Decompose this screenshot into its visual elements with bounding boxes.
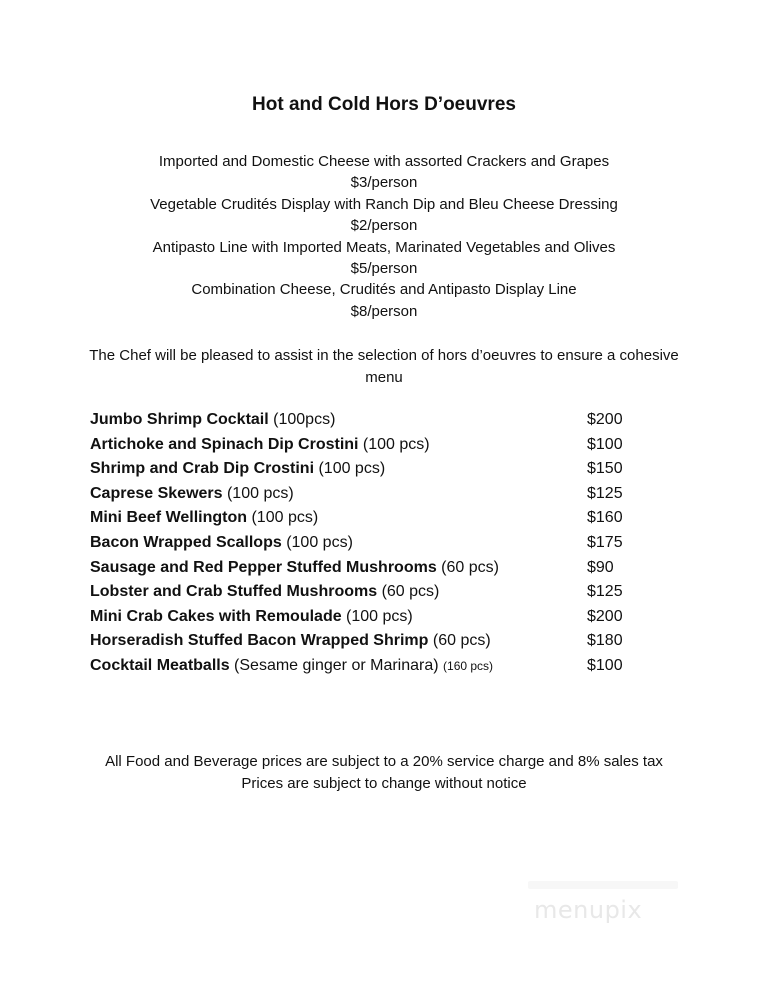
menu-item-quantity: (100 pcs) xyxy=(247,509,319,527)
menupix-watermark-logo: menupix xyxy=(534,896,643,924)
menu-item xyxy=(90,408,650,433)
menu-item xyxy=(90,531,650,556)
package-description: Imported and Domestic Cheese with assorted Crackers and Grapes xyxy=(158,153,610,170)
menu-item-quantity: (100 pcs) xyxy=(314,460,386,478)
menu-item-piece-count: (160 pcs) xyxy=(443,658,494,673)
menu-item-quantity: (60 pcs) xyxy=(428,632,491,650)
menu-item-quantity: (100 pcs) xyxy=(341,607,413,625)
menu-items-list xyxy=(90,408,650,679)
menu-item-quantity: (60 pcs) xyxy=(377,583,440,601)
package-description: Vegetable Crudités Display with Ranch Dip and Bleu Cheese Dressing xyxy=(150,195,618,213)
menu-item xyxy=(90,654,650,679)
menu-item-price: $125 xyxy=(587,583,623,601)
package-list xyxy=(0,151,768,322)
menu-item xyxy=(90,556,650,581)
menu-item xyxy=(90,482,650,507)
menu-item-name: Bacon Wrapped Scallops xyxy=(90,533,282,551)
menu-item xyxy=(90,580,650,605)
watermark-bar xyxy=(528,881,678,889)
menu-item-price: $100 xyxy=(587,656,623,674)
menu-item xyxy=(90,605,650,630)
menu-item-quantity: (100pcs) xyxy=(268,411,336,428)
package-description: Antipasto Line with Imported Meats, Marinated Vegetables and Olives xyxy=(152,238,616,256)
pricing-footer xyxy=(0,751,768,795)
chef-note: The Chef will be pleased to assist in the selection of hors d’oeuvres to ensure a cohesive menu xyxy=(89,347,679,386)
menu-item-name: Shrimp and Crab Dip Crostini xyxy=(90,460,315,478)
package-price: $8/person xyxy=(350,302,418,320)
menu-item-name: Jumbo Shrimp Cocktail xyxy=(90,411,269,428)
package-price: $5/person xyxy=(350,260,418,278)
menu-item-price: $160 xyxy=(587,509,623,527)
service-charge-note: All Food and Beverage prices are subject to a 20% service charge and 8% sales tax xyxy=(105,753,663,770)
menu-item-name: Caprese Skewers xyxy=(90,484,223,502)
menu-item xyxy=(90,629,650,654)
menu-item-name: Artichoke and Spinach Dip Crostini xyxy=(90,435,359,453)
menu-item-name: Mini Crab Cakes with Remoulade xyxy=(90,607,342,625)
menu-item-price: $90 xyxy=(587,558,614,576)
menu-item xyxy=(90,506,650,531)
menu-item-quantity: (100 pcs) xyxy=(358,435,430,453)
menu-item-price: $200 xyxy=(587,607,623,625)
menu-item-name: Sausage and Red Pepper Stuffed Mushrooms xyxy=(90,558,437,576)
page-title: Hot and Cold Hors D’oeuvres xyxy=(252,94,516,115)
menu-item-name: Cocktail Meatballs xyxy=(90,656,230,674)
menu-item-name: Mini Beef Wellington xyxy=(90,509,248,527)
package-description: Combination Cheese, Crudités and Antipasto Display Line xyxy=(191,281,577,299)
menu-item-quantity: (100 pcs) xyxy=(222,484,294,502)
menu-item xyxy=(90,433,650,458)
menu-item-price: $200 xyxy=(587,411,623,428)
menu-item-price: $175 xyxy=(587,533,623,551)
package-price: $2/person xyxy=(350,217,418,235)
menu-item-name: Horseradish Stuffed Bacon Wrapped Shrimp xyxy=(90,632,429,650)
menu-item-quantity: (100 pcs) xyxy=(281,533,353,551)
menu-item-price: $125 xyxy=(587,484,623,502)
menu-item-price: $100 xyxy=(587,435,623,453)
menu-item-quantity: (Sesame ginger or Marinara) xyxy=(229,656,444,674)
menu-item xyxy=(90,457,650,482)
menu-item-price: $150 xyxy=(587,460,623,478)
package-price: $3/person xyxy=(350,174,418,192)
menu-item-name: Lobster and Crab Stuffed Mushrooms xyxy=(90,583,378,601)
price-change-note: Prices are subject to change without notice xyxy=(241,775,527,792)
menu-item-price: $180 xyxy=(587,632,623,650)
menu-item-quantity: (60 pcs) xyxy=(436,558,499,576)
